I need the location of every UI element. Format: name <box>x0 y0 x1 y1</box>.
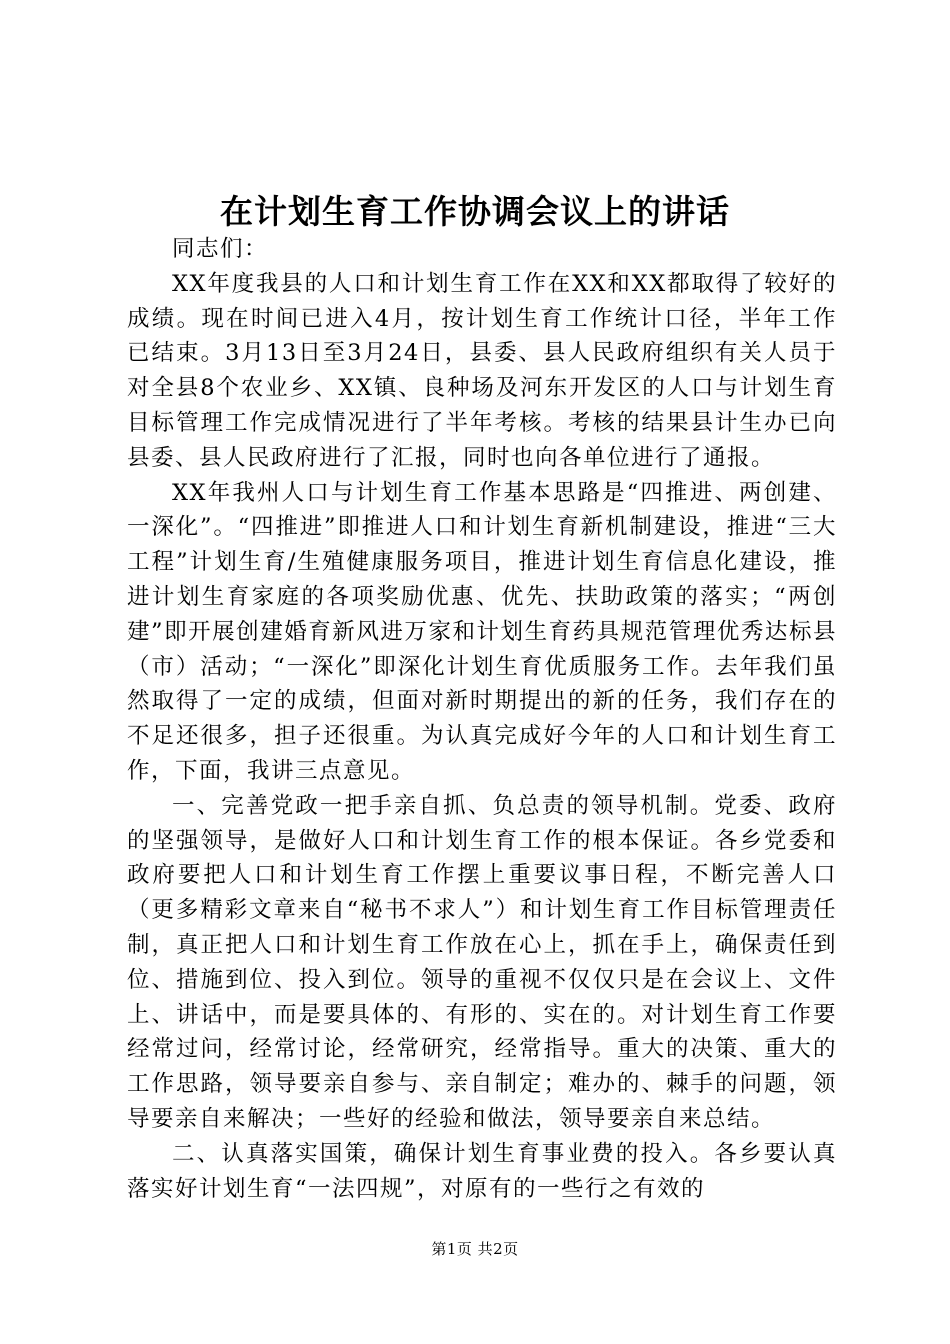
document-title: 在计划生育工作协调会议上的讲话 <box>220 192 730 231</box>
paragraph-4: 二、认真落实国策，确保计划生育事业费的投入。各乡要认真落实好计划生育“一法四规”，对原有的一些行之有效的 <box>127 1140 837 1202</box>
paragraph-3: 一、完善党政一把手亲自抓、负总责的领导机制。党委、政府的坚强领导，是做好人口和计划生育工作的根本保证。各乡党委和政府要把人口和计划生育工作摆上重要议事日程，不断完善人口（更多精彩文章来自“秘书不求人”）和计划生育工作目标管理责任制，真正把人口和计划生育工作放在心上，抓在手上，确保责任到位、措施到位、投入到位。领导的重视不仅仅只是在会议上、文件上、讲话中，而是要具体的、有形的、实在的。对计划生育工作要经常过问，经常讨论，经常研究，经常指导。重大的决策、重大的工作思路，领导要亲自参与、亲自制定；难办的、棘手的问题，领导要亲自来解决；一些好的经验和做法，领导要亲自来总结。 <box>127 792 837 1132</box>
paragraph-2: XX年我州人口与计划生育工作基本思路是“四推进、两创建、一深化”。“四推进”即推进人口和计划生育新机制建设，推进“三大工程”计划生育/生殖健康服务项目，推进计划生育信息化建设，推进计划生育家庭的各项奖励优惠、优先、扶助政策的落实；“两创建”即开展创建婚育新风进万家和计划生育药具规范管理优秀达标县（市）活动；“一深化”即深化计划生育优质服务工作。去年我们虽然取得了一定的成绩，但面对新时期提出的新的任务，我们存在的不足还很多，担子还很重。为认真完成好今年的人口和计划生育工作，下面，我讲三点意见。 <box>127 479 837 784</box>
paragraph-1: XX年度我县的人口和计划生育工作在XX和XX都取得了较好的成绩。现在时间已进入4月，按计划生育工作统计口径，半年工作已结束。3月13日至3月24日，县委、县人民政府组织有关人员于对全县8个农业乡、XX镇、良种场及河东开发区的人口与计划生育目标管理工作完成情况进行了半年考核。考核的结果县计生办已向县委、县人民政府进行了汇报，同时也向各单位进行了通报。 <box>127 270 837 471</box>
document-body <box>127 232 837 1206</box>
page-number-footer: 第1页 共2页 <box>431 1240 519 1258</box>
salutation: 同志们： <box>172 236 269 262</box>
